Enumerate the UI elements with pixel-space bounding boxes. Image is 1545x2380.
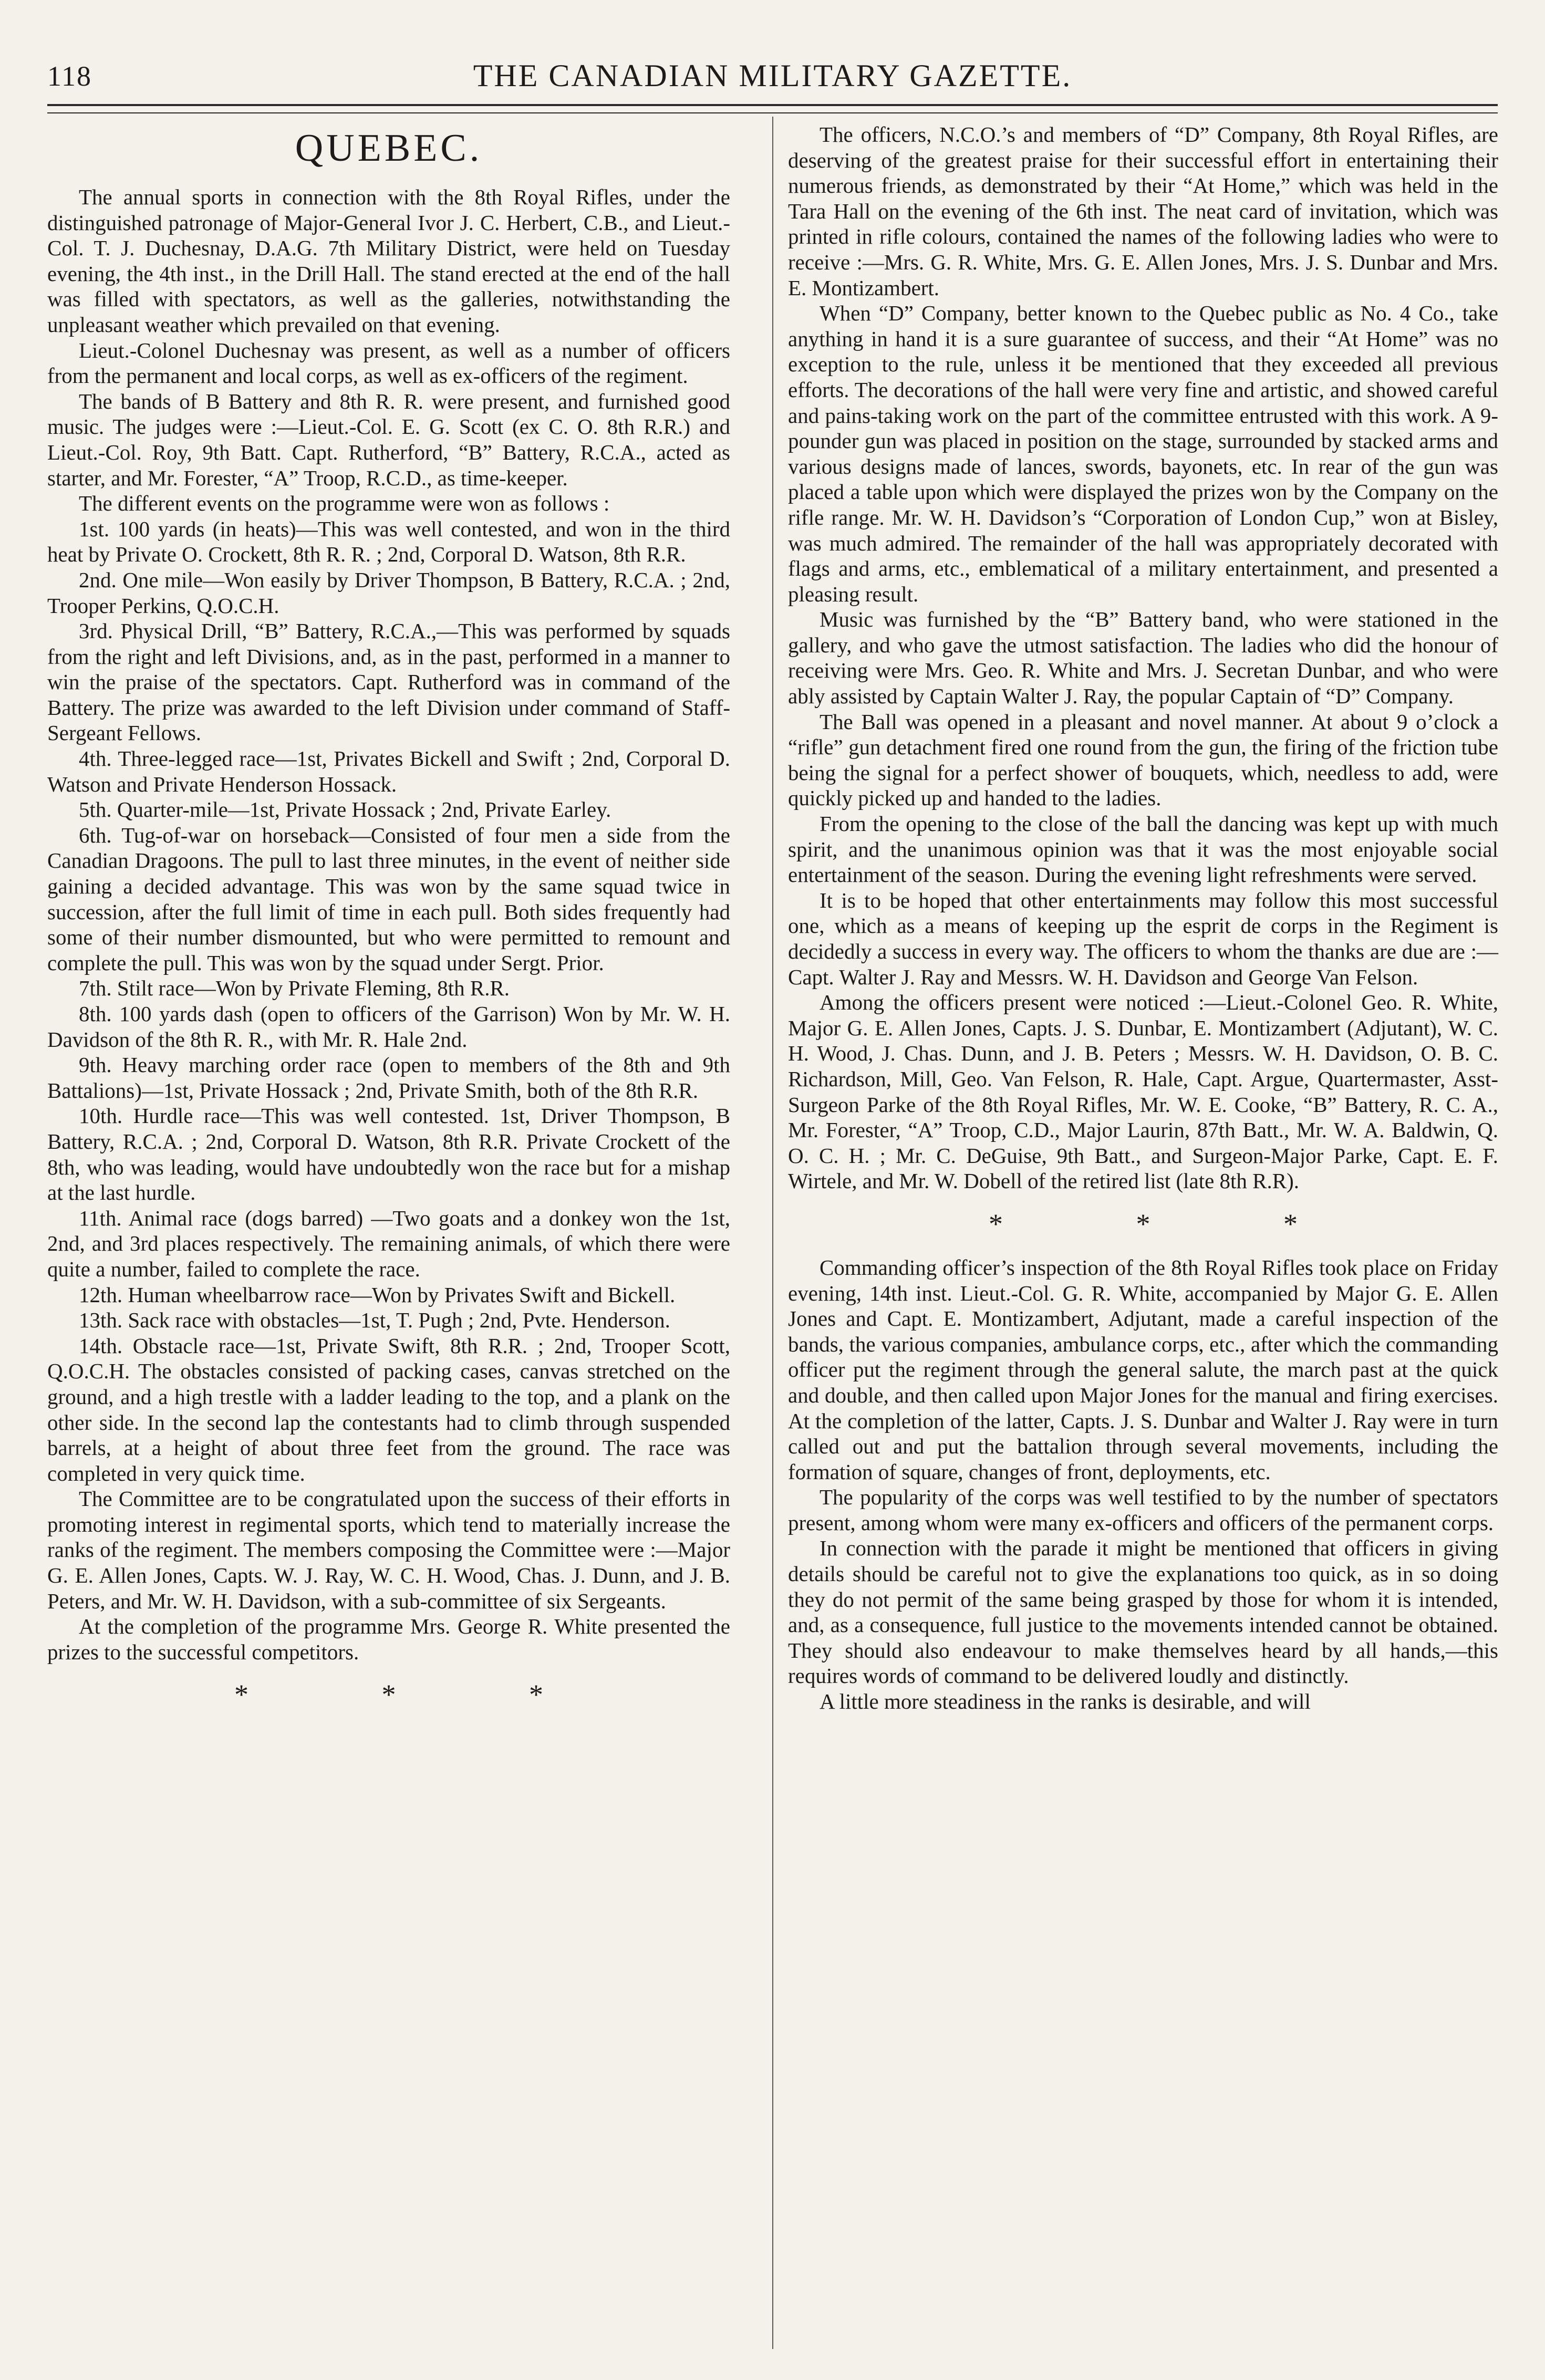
- paragraph: 8th. 100 yards dash (open to officers of the Garrison) Won by Mr. W. H. Davidson of the 8th R. R., with Mr. R. Hale 2nd.: [47, 1002, 730, 1052]
- paragraph: At the completion of the programme Mrs. George R. White presented the prizes to the successful competitors.: [47, 1614, 730, 1664]
- paragraph: 2nd. One mile—Won easily by Driver Thompson, B Battery, R.C.A. ; 2nd, Trooper Perkins, Q.O.C.H.: [47, 567, 730, 618]
- paragraph: 7th. Stilt race—Won by Private Fleming, 8th R.R.: [79, 976, 510, 1001]
- inspection-article: [788, 1255, 1498, 1714]
- paragraph: 1st. 100 yards (in heats)—This was well contested, and won in the third heat by Private O. Crockett, 8th R. R. ; 2nd, Corporal D. Watson, 8th R.R.: [47, 516, 730, 567]
- column-divider: [772, 117, 773, 2349]
- paragraph: 5th. Quarter-mile—1st, Private Hossack ; 2nd, Private Earley.: [79, 797, 611, 822]
- paragraph: The bands of B Battery and 8th R. R. were present, and furnished good music. The judges were :—Lieut.-Col. E. G. Scott (ex C. O. 8th R.R.) and Lieut.-Col. Roy, 9th Batt. Capt. Rutherford, “B” Battery, R.C.A., acted as starter, and Mr. Forester, “A” Troop, R.C.D., as time-keeper.: [47, 389, 730, 490]
- header-rule: [47, 104, 1498, 106]
- paragraph: 12th. Human wheelbarrow race—Won by Privates Swift and Bickell.: [79, 1282, 676, 1307]
- paragraph: It is to be hoped that other entertainments may follow this most successful one, which as a means of keeping up the esprit de corps in the Regiment is decidedly a success in every way. The officers to whom the thanks are due are :—Capt. Walter J. Ray and Messrs. W. H. Davidson and George Van Felson.: [788, 888, 1498, 989]
- paragraph: The popularity of the corps was well testified to by the number of spectators present, among whom were many ex-officers and officers of the permanent corps.: [788, 1485, 1498, 1535]
- right-column: [788, 122, 1498, 1714]
- section-separator: * * *: [234, 1679, 606, 1711]
- page-header: [47, 50, 1498, 108]
- paragraph: Among the officers present were noticed :—Lieut.-Colonel Geo. R. White, Major G. E. Allen Jones, Capts. J. S. Dunbar, E. Montizambert (Adjutant), W. C. H. Wood, J. Chas. Dunn, and J. B. Peters ; Messrs. W. H. Davidson, O. B. C. Richardson, Mill, Geo. Van Felson, R. Hale, Capt. Argue, Quartermaster, Asst-Surgeon Parke of the 8th Royal Rifles, Mr. W. E. Cooke, “B” Battery, R. C. A., Mr. Forester, “A” Troop, C.D., Major Laurin, 87th Batt., Mr. W. A. Baldwin, Q. O. C. H. ; Mr. C. DeGuise, 9th Batt., and Surgeon-Major Parke, Capt. E. F. Wirtele, and Mr. W. Dobell of the retired list (late 8th R.R).: [788, 990, 1498, 1193]
- left-column: [47, 122, 730, 1726]
- paragraph: 11th. Animal race (dogs barred) —Two goats and a donkey won the 1st, 2nd, and 3rd places respectively. The remaining animals, of which there were quite a number, failed to complete the race.: [47, 1205, 730, 1281]
- paragraph: 14th. Obstacle race—1st, Private Swift, 8th R.R. ; 2nd, Trooper Scott, Q.O.C.H. The obstacles consisted of packing cases, canvas stretched on the ground, and a high trestle with a ladder leading to the top, and a plank on the other side. In the second lap the contestants had to climb through suspended barrels, at a height of about three feet from the ground. The race was completed in very quick time.: [47, 1333, 730, 1485]
- at-home-article: [788, 122, 1498, 1194]
- paragraph: The Committee are to be congratulated upon the success of their efforts in promoting interest in regimental sports, which tend to materially increase the ranks of the regiment. The members composing the Committee were :—Major G. E. Allen Jones, Capts. W. J. Ray, W. C. H. Wood, Chas. J. Dunn, and J. B. Peters, and Mr. W. H. Davidson, with a sub-committee of six Sergeants.: [47, 1487, 730, 1613]
- paragraph: 4th. Three-legged race—1st, Privates Bickell and Swift ; 2nd, Corporal D. Watson and Private Henderson Hossack.: [47, 746, 730, 796]
- paragraph: 13th. Sack race with obstacles—1st, T. Pugh ; 2nd, Pvte. Henderson.: [79, 1308, 670, 1333]
- paragraph: 9th. Heavy marching order race (open to members of the 8th and 9th Battalions)—1st, Private Hossack ; 2nd, Private Smith, both of the 8th R.R.: [47, 1053, 730, 1103]
- paragraph: 6th. Tug-of-war on horseback—Consisted of four men a side from the Canadian Dragoons. The pull to last three minutes, in the event of neither side gaining a decided advantage. This was won by the same squad twice in succession, after the full limit of time in each pull. Both sides frequently had some of their number dismounted, but who were permitted to remount and complete the pull. This was won by the squad under Sergt. Prior.: [47, 823, 730, 975]
- paragraph: The annual sports in connection with the 8th Royal Rifles, under the distinguished patronage of Major-General Ivor J. C. Herbert, C.B., and Lieut.-Col. T. J. Duchesnay, D.A.G. 7th Military District, were held on Tuesday evening, the 4th inst., in the Drill Hall. The stand erected at the end of the hall was filled with spectators, as well as the galleries, notwithstanding the unpleasant weather which prevailed on that evening.: [47, 185, 730, 337]
- paragraph: The different events on the programme were won as follows :: [79, 491, 610, 516]
- paragraph: The Ball was opened in a pleasant and novel manner. At about 9 o’clock a “rifle” gun detachment fired one round from the gun, the firing of the friction tube being the signal for a perfect shower of bouquets, which, needless to add, were quickly picked up and handed to the ladies.: [788, 709, 1498, 810]
- paragraph: When “D” Company, better known to the Quebec public as No. 4 Co., take anything in hand it is a sure guarantee of success, and their “At Home” was no exception to the rule, unless it be mentioned that they exceeded all previous efforts. The decorations of the hall were very fine and artistic, and showed careful and pains-taking work on the part of the committee entrusted with this work. A 9-pounder gun was placed in position on the stage, surrounded by stacked arms and various designs made of lances, swords, bayonets, etc. In rear of the gun was placed a table upon which were displayed the prizes won by the Company on the rifle range. Mr. W. H. Davidson’s “Corporation of London Cup,” won at Bisley, was much admired. The remainder of the hall was appropriately decorated with flags and arms, etc., emblematical of a military entertainment, and presented a pleasing result.: [788, 301, 1498, 606]
- paragraph: The officers, N.C.O.’s and members of “D” Company, 8th Royal Rifles, are deserving of the greatest praise for their successful effort in entertaining their numerous friends, as demonstrated by their “At Home,” which was held in the Tara Hall on the evening of the 6th inst. The neat card of invitation, which was printed in rifle colours, contained the names of the following ladies who were to receive :—Mrs. G. R. White, Mrs. G. E. Allen Jones, Mrs. J. S. Dunbar and Mrs. E. Montizambert.: [788, 122, 1498, 300]
- section-separator: * * *: [989, 1208, 1361, 1240]
- publication-title: THE CANADIAN MILITARY GAZETTE.: [473, 58, 1072, 93]
- header-rule-thin: [47, 112, 1498, 113]
- section-title: QUEBEC.: [295, 127, 483, 170]
- paragraph: Commanding officer’s inspection of the 8th Royal Rifles took place on Friday evening, 14th inst. Lieut.-Col. G. R. White, accompanied by Major G. E. Allen Jones and Capt. E. Montizambert, Adjutant, made a careful inspection of the bands, the various companies, ambulance corps, etc., after which the commanding officer put the regiment through the general salute, the march past at the quick and double, and then called upon Major Jones for the manual and firing exercises. At the completion of the latter, Capts. J. S. Dunbar and Walter J. Ray were in turn called out and put the battalion through several movements, including the formation of square, changes of front, deployments, etc.: [788, 1255, 1498, 1484]
- paragraph: From the opening to the close of the ball the dancing was kept up with much spirit, and the unanimous opinion was that it was the most enjoyable social entertainment of the season. During the evening light refreshments were served.: [788, 812, 1498, 887]
- paragraph: Lieut.-Colonel Duchesnay was present, as well as a number of officers from the permanent and local corps, as well as ex-officers of the regiment.: [47, 338, 730, 388]
- page-number: 118: [47, 60, 92, 92]
- paragraph: 10th. Hurdle race—This was well contested. 1st, Driver Thompson, B Battery, R.C.A. ; 2nd, Corporal D. Watson, 8th R.R. Private Crockett of the 8th, who was leading, would have undoubtedly won the race but for a mishap at the last hurdle.: [47, 1104, 730, 1205]
- left-article: [47, 184, 730, 1665]
- paragraph: 3rd. Physical Drill, “B” Battery, R.C.A.,—This was performed by squads from the right and left Divisions, and, as in the past, performed in a manner to win the praise of the spectators. Capt. Rutherford was in command of the Battery. The prize was awarded to the left Division under command of Staff-Sergeant Fellows.: [47, 619, 730, 745]
- paragraph: Music was furnished by the “B” Battery band, who were stationed in the gallery, and who gave the utmost satisfaction. The ladies who did the honour of receiving were Mrs. Geo. R. White and Mrs. J. Secretan Dunbar, and who were ably assisted by Captain Walter J. Ray, the popular Captain of “D” Company.: [788, 607, 1498, 709]
- paragraph: A little more steadiness in the ranks is desirable, and will: [820, 1689, 1311, 1714]
- paragraph: In connection with the parade it might be mentioned that officers in giving details should be careful not to give the explanations too quick, as in so doing they do not permit of the same being grasped by those for whom it is intended, and, as a consequence, full justice to the movements intended cannot be obtained. They should also endeavour to make themselves heard by all hands,—this requires words of command to be delivered loudly and distinctly.: [788, 1536, 1498, 1688]
